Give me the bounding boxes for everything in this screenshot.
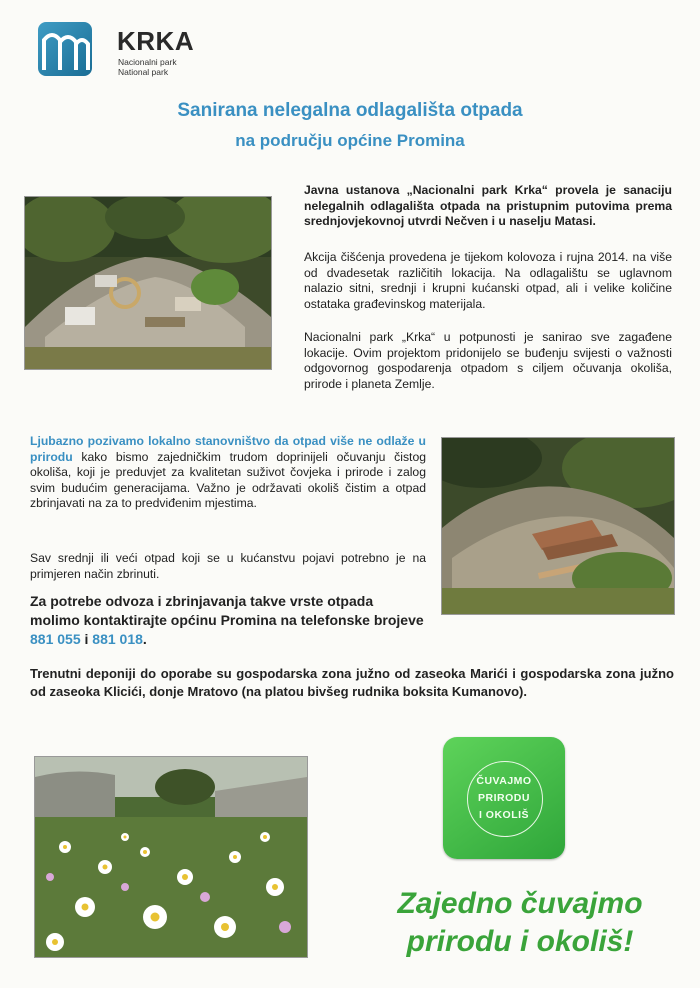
daisy-meadow-photo [34,756,308,958]
contact-end: . [142,631,147,647]
waste-pile-photo [24,196,272,370]
badge-text-line-3: I OKOLIŠ [478,809,530,821]
page-title: Sanirana nelegalna odlagališta otpada [177,100,523,121]
intro-paragraph-1: Javna ustanova „Nacionalni park Krka“ provela je sanaciju nelegalnih odlagališta otpada na pristupnim putovima prema srednjovjekovnoj utvrdi Nečven i u naselju Matasi. [304,183,672,229]
appeal-highlight: Ljubazno pozivamo lokalno stanovništvo da otpad više ne odlaže u prirodu [30,434,426,464]
brand-subtitle-en: National park [118,67,169,77]
construction-debris-photo [441,437,675,615]
disposal-sites-paragraph: Trenutni deponiji do oporabe su gospodarska zona južno od zaseoka Marići i gospodarska zona južno od zaseoka Klicići, donje Mratovo (na platou bivšeg rudnika boksita Kumanovo). [30,666,674,700]
contact-text: Za potrebe odvoza i zbrinjavanja takve vrste otpada molimo kontaktirajte općinu Promina na telefonske brojeve [30,593,424,628]
contact-paragraph [30,592,426,649]
intro-paragraph-3: Nacionalni park „Krka“ u potpunosti je sanirao sve zagađene lokacije. Ovim projektom pridonijelo se buđenju svijesti o važnosti odgovornog gospodarenja otpadom s ciljem očuvanja okoliša, prirode i planeta Zemlje. [304,330,672,391]
badge-text-line-1: ČUVAJMO [476,775,532,787]
brand-subtitle-hr: Nacionalni park [118,57,177,67]
phone-number-2[interactable]: 881 018 [92,631,143,647]
brand-name: KRKA [117,26,195,56]
badge-text-line-2: PRIRODU [478,792,530,804]
appeal-text: kako bismo zajedničkim trudom doprinijeli očuvanju čistog okoliša, koji je preduvjet za kvalitetan suživot čovjeka i prirode i zalog svim budućim generacijama. Važno je održavati okoliš čistim a otpad zbrinjavati na za to predviđenim mjestima. [30,449,426,511]
krka-logo-icon [38,22,92,76]
appeal-paragraph [30,434,426,512]
intro-paragraph-2: Akcija čišćenja provedena je tijekom kolovoza i rujna 2014. na više od dvadesetak različitih lokacija. Na odlagalištu se uglavnom nalazio sitni, srednji i krupni kućanski otpad, ali i velike količine ostataka građevinskog materijala. [304,250,672,311]
brand-subtitle [118,57,177,77]
phone-number-1[interactable]: 881 055 [30,631,81,647]
disposal-paragraph: Sav srednji ili veći otpad koji se u kućanstvu pojavi potrebno je na primjeren način zbrinuti. [30,551,426,581]
page-subtitle: na području općine Promina [235,131,465,150]
contact-conjunction: i [80,631,93,647]
slogan-line-2: prirodu i okoliš! [406,925,634,958]
slogan-line-1: Zajedno čuvajmo [397,887,643,920]
